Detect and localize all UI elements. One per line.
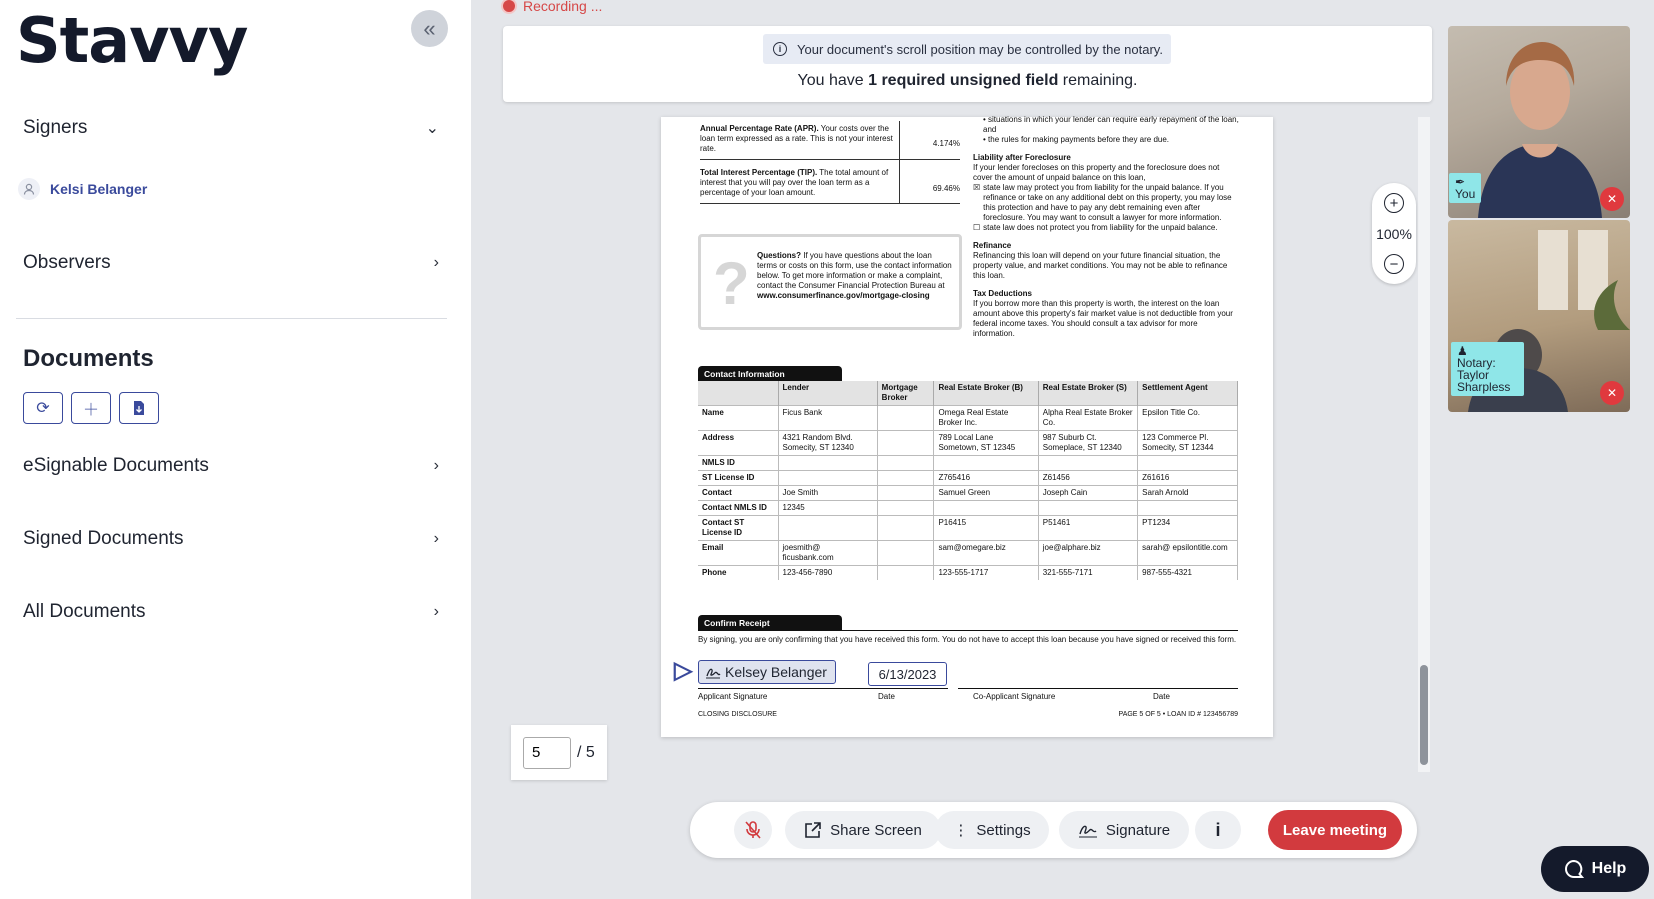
chevron-right-icon: ›	[433, 530, 439, 547]
page-indicator	[511, 725, 607, 780]
scrollbar-thumb[interactable]	[1420, 665, 1428, 765]
early-repayment-text: • situations in which your lender can require early repayment of the loan, and	[983, 115, 1239, 134]
contact-cell: 123-555-1717	[934, 566, 1038, 581]
contact-cell	[778, 516, 877, 541]
questions-bold: Questions?	[757, 251, 802, 260]
liability-option-1-text: state law may protect you from liability for the unpaid balance. If you refinance or take on any additional debt on this property, you may lose this protection and have to pay any debt remaining even after foreclosure. You may want to consult a lawyer for more information.	[983, 183, 1232, 222]
recording-label: Recording ...	[523, 0, 603, 14]
contact-cell	[778, 471, 877, 486]
tip-row	[700, 160, 960, 204]
contact-cell	[1138, 456, 1238, 471]
table-row	[698, 471, 1238, 486]
contact-cell	[877, 471, 934, 486]
observers-section-toggle[interactable]	[23, 252, 439, 274]
apr-label-bold: Annual Percentage Rate (APR).	[700, 124, 819, 133]
documents-title: Documents	[23, 345, 154, 372]
required-count: 1 required unsigned field	[868, 72, 1059, 89]
zoom-in-icon[interactable]: +	[1384, 193, 1404, 213]
person-icon	[18, 178, 40, 200]
tip-label	[700, 160, 900, 203]
contact-row-label: ST License ID	[698, 471, 778, 486]
footer-left: CLOSING DISCLOSURE	[698, 711, 777, 718]
contact-cell	[778, 456, 877, 471]
questions-box	[698, 234, 962, 330]
contact-cell: Omega Real Estate Broker Inc.	[934, 406, 1038, 431]
apr-value: 4.174%	[932, 139, 960, 148]
tax-title: Tax Deductions	[973, 289, 1032, 298]
applicant-signature-line	[698, 688, 948, 689]
observers-label: Observers	[23, 252, 111, 273]
notary-tag	[1451, 342, 1524, 396]
table-row	[698, 516, 1238, 541]
contact-info-heading: Contact Information	[698, 366, 842, 382]
contact-cell	[877, 486, 934, 501]
contact-cell	[877, 406, 934, 431]
signers-section-toggle[interactable]	[23, 117, 439, 139]
co-applicant-signature-line	[958, 688, 1238, 689]
apr-row	[700, 121, 960, 160]
contact-table	[698, 381, 1238, 580]
muted-mic-icon	[744, 820, 762, 840]
contact-cell: 123 Commerce Pl. Somecity, ST 12344	[1138, 431, 1238, 456]
you-label: You	[1455, 187, 1476, 201]
contact-cell: 789 Local Lane Sometown, ST 12345	[934, 431, 1038, 456]
signature-icon	[705, 665, 721, 679]
contact-cell: sam@omegare.biz	[934, 541, 1038, 566]
info-icon: i	[1215, 819, 1221, 840]
kebab-icon: ⋮	[953, 822, 969, 839]
contact-header-cell: Settlement Agent	[1138, 381, 1238, 406]
add-document-button[interactable]	[71, 392, 111, 424]
settings-label: Settings	[976, 821, 1031, 839]
signer-name: Kelsi Belanger	[50, 181, 148, 197]
confirm-receipt-heading: Confirm Receipt	[698, 615, 842, 631]
contact-cell: 987-555-4321	[1138, 566, 1238, 581]
contact-cell: 4321 Random Blvd. Somecity, ST 12340	[778, 431, 877, 456]
tax-text: If you borrow more than this property is worth, the interest on the loan amount above this property's fair market value is not deductible from your federal income taxes. You should consult a tax advisor for more information.	[973, 299, 1233, 338]
video-tile-you	[1448, 26, 1630, 218]
co-applicant-date-label: Date	[1153, 692, 1170, 701]
contact-cell: Z61616	[1138, 471, 1238, 486]
meeting-toolbar	[690, 802, 1417, 858]
tip-value: 69.46%	[932, 184, 960, 193]
pen-icon: ✒	[1455, 175, 1466, 189]
scroll-notice	[763, 34, 1171, 64]
chevron-right-icon: ›	[433, 254, 439, 271]
contact-cell: Epsilon Title Co.	[1138, 406, 1238, 431]
signers-label: Signers	[23, 117, 88, 138]
contact-cell: Joseph Cain	[1038, 486, 1137, 501]
signature-button[interactable]	[1059, 811, 1189, 849]
liability-title: Liability after Foreclosure	[973, 153, 1071, 162]
refinance-text: Refinancing this loan will depend on your future financial situation, the property value, and market conditions. You may not be able to refinance this loan.	[973, 251, 1228, 280]
contact-cell: Ficus Bank	[778, 406, 877, 431]
document-page	[661, 117, 1273, 737]
loan-rates	[700, 121, 960, 204]
zoom-out-icon[interactable]: −	[1384, 254, 1404, 274]
signed-documents-label: Signed Documents	[23, 528, 184, 549]
required-fields-message	[503, 72, 1432, 90]
contact-cell: joe@alphare.biz	[1038, 541, 1137, 566]
share-screen-label: Share Screen	[830, 821, 922, 839]
contact-cell	[1138, 501, 1238, 516]
you-tag	[1449, 173, 1481, 203]
settings-button[interactable]	[935, 811, 1049, 849]
apr-label	[700, 121, 900, 159]
contact-cell: 987 Suburb Ct. Someplace, ST 12340	[1038, 431, 1137, 456]
checked-checkbox-icon: ☒	[973, 183, 981, 192]
help-label: Help	[1591, 860, 1627, 877]
table-row	[698, 566, 1238, 581]
contact-row-label: Contact ST License ID	[698, 516, 778, 541]
required-prefix: You have	[797, 72, 869, 89]
all-documents-toggle[interactable]	[23, 601, 439, 623]
document-tools	[23, 392, 159, 424]
contact-cell: Joe Smith	[778, 486, 877, 501]
table-row	[698, 501, 1238, 516]
divider	[16, 318, 447, 319]
tip-label-bold: Total Interest Percentage (TIP).	[700, 168, 818, 177]
r-top2: the rules for making payments before they are due.	[988, 135, 1170, 144]
co-applicant-signature-label: Co-Applicant Signature	[973, 692, 1056, 701]
recording-indicator	[503, 0, 602, 14]
zoom-level: 100%	[1376, 225, 1412, 242]
signature-label: Signature	[1105, 821, 1171, 839]
table-row	[698, 541, 1238, 566]
signature-date-field[interactable]: 6/13/2023	[868, 662, 947, 686]
signer-item[interactable]	[18, 178, 147, 200]
logo: Stavvy	[16, 4, 248, 77]
share-icon	[804, 821, 822, 839]
leave-meeting-button[interactable]: Leave meeting	[1268, 810, 1402, 850]
collapse-sidebar-button[interactable]: «	[411, 10, 448, 47]
contact-cell: Alpha Real Estate Broker Co.	[1038, 406, 1137, 431]
contact-cell	[934, 501, 1038, 516]
notary-label: Notary: Taylor Sharpless	[1457, 356, 1511, 394]
chevron-right-icon: ›	[433, 603, 439, 620]
info-button[interactable]	[1195, 811, 1241, 849]
contact-cell	[877, 501, 934, 516]
questions-text	[757, 251, 953, 301]
questions-body: If you have questions about the loan terms or costs on this form, use the contact information below. To get more information or make a complaint, contact the Consumer Financial Protection Bureau at	[757, 251, 952, 290]
contact-cell	[1038, 456, 1137, 471]
zoom-control	[1372, 183, 1416, 284]
contact-cell	[877, 541, 934, 566]
table-row	[698, 406, 1238, 431]
esignable-documents-label: eSignable Documents	[23, 455, 209, 476]
apr-label-text: Your costs over the loan term expressed as a rate. This is not your interest rate.	[700, 124, 893, 153]
contact-row-label: Contact	[698, 486, 778, 501]
signed-documents-toggle[interactable]	[23, 528, 439, 550]
contact-cell: Z765416	[934, 471, 1038, 486]
contact-row-label: Contact NMLS ID	[698, 501, 778, 516]
contact-cell: 12345	[778, 501, 877, 516]
contact-row-label: Email	[698, 541, 778, 566]
info-icon: i	[773, 42, 787, 56]
contact-cell	[877, 456, 934, 471]
contact-cell: Samuel Green	[934, 486, 1038, 501]
microphone-toggle-button[interactable]	[734, 811, 772, 849]
esignable-documents-toggle[interactable]	[23, 455, 439, 477]
chevron-down-icon: ⌄	[425, 120, 439, 137]
status-banner	[503, 26, 1432, 102]
share-screen-button[interactable]	[785, 811, 941, 849]
required-suffix: remaining.	[1058, 72, 1138, 89]
contact-row-label: Phone	[698, 566, 778, 581]
record-icon	[503, 0, 515, 12]
document-scrollbar[interactable]	[1418, 117, 1430, 772]
liability-text: If your lender forecloses on this property and the foreclosure does not cover the amount of unpaid balance on this loan,	[973, 163, 1220, 182]
refresh-documents-button[interactable]	[23, 392, 63, 424]
chevron-right-icon: ›	[433, 457, 439, 474]
contact-cell: P16415	[934, 516, 1038, 541]
scroll-notice-text: Your document's scroll position may be controlled by the notary.	[797, 41, 1163, 57]
contact-cell	[877, 431, 934, 456]
help-button[interactable]	[1541, 846, 1649, 892]
table-row	[698, 486, 1238, 501]
payment-rules-text: • the rules for making payments before they are due.	[983, 135, 1170, 144]
liability-option-2-text: state law does not protect you from liability for the unpaid balance.	[983, 223, 1218, 232]
contact-header-cell	[698, 381, 778, 406]
cfpb-link: www.consumerfinance.gov/mortgage-closing	[757, 291, 930, 300]
page-total: / 5	[577, 743, 595, 761]
r-top1: situations in which your lender can require early repayment of the loan, and	[983, 115, 1239, 134]
applicant-date-label: Date	[878, 692, 895, 701]
contact-cell	[934, 456, 1038, 471]
confirm-rule	[698, 630, 1238, 631]
signature-pointer-icon: ▷	[674, 657, 693, 684]
contact-cell: Sarah Arnold	[1138, 486, 1238, 501]
contact-cell: 123-456-7890	[778, 566, 877, 581]
table-row	[698, 456, 1238, 471]
right-column	[973, 117, 1241, 339]
refresh-icon: ⟳	[36, 400, 50, 417]
contact-cell: PT1234	[1138, 516, 1238, 541]
video-tile-notary	[1448, 220, 1630, 412]
plus-icon: ＋	[82, 401, 99, 419]
upload-document-button[interactable]	[119, 392, 159, 424]
sidebar	[0, 0, 471, 899]
contact-cell	[877, 566, 934, 581]
applicant-signature-field[interactable]	[698, 660, 836, 684]
contact-cell: Z61456	[1038, 471, 1137, 486]
footer-right: PAGE 5 OF 5 • LOAN ID # 123456789	[1118, 711, 1238, 718]
liability-option-1	[973, 183, 1241, 223]
question-mark-icon: ?	[713, 250, 750, 317]
contact-header-cell: Real Estate Broker (S)	[1038, 381, 1137, 406]
stamp-icon: ♟	[1457, 344, 1468, 358]
liability-option-2	[973, 223, 1241, 233]
refinance-title: Refinance	[973, 241, 1012, 250]
contact-cell: P51461	[1038, 516, 1137, 541]
signature-value: Kelsey Belanger	[725, 664, 827, 680]
signature-icon	[1078, 822, 1098, 838]
contact-row-label: Name	[698, 406, 778, 431]
unchecked-checkbox-icon: ☐	[973, 223, 981, 232]
contact-cell: sarah@ epsilontitle.com	[1138, 541, 1238, 566]
contact-header-cell: Real Estate Broker (B)	[934, 381, 1038, 406]
document-icon	[133, 400, 145, 416]
contact-cell: joesmith@ ficusbank.com	[778, 541, 877, 566]
contact-cell: 321-555-7171	[1038, 566, 1137, 581]
contact-row-label: NMLS ID	[698, 456, 778, 471]
all-documents-label: All Documents	[23, 601, 146, 622]
table-row	[698, 431, 1238, 456]
contact-row-label: Address	[698, 431, 778, 456]
contact-header-cell: Lender	[778, 381, 877, 406]
contact-cell	[1038, 501, 1137, 516]
applicant-signature-label: Applicant Signature	[698, 692, 768, 701]
muted-mic-icon: ✕	[1600, 187, 1624, 211]
contact-header-cell: Mortgage Broker	[877, 381, 934, 406]
tip-label-text: The total amount of interest that you will pay over the loan term as a percentage of your loan amount.	[700, 168, 889, 197]
chat-bubble-icon	[1564, 859, 1584, 879]
confirm-receipt-text: By signing, you are only confirming that you have received this form. You do not have to accept this loan because you have signed or received this form.	[698, 635, 1237, 644]
muted-mic-icon: ✕	[1600, 381, 1624, 405]
page-number-input[interactable]	[523, 737, 571, 769]
contact-cell	[877, 516, 934, 541]
